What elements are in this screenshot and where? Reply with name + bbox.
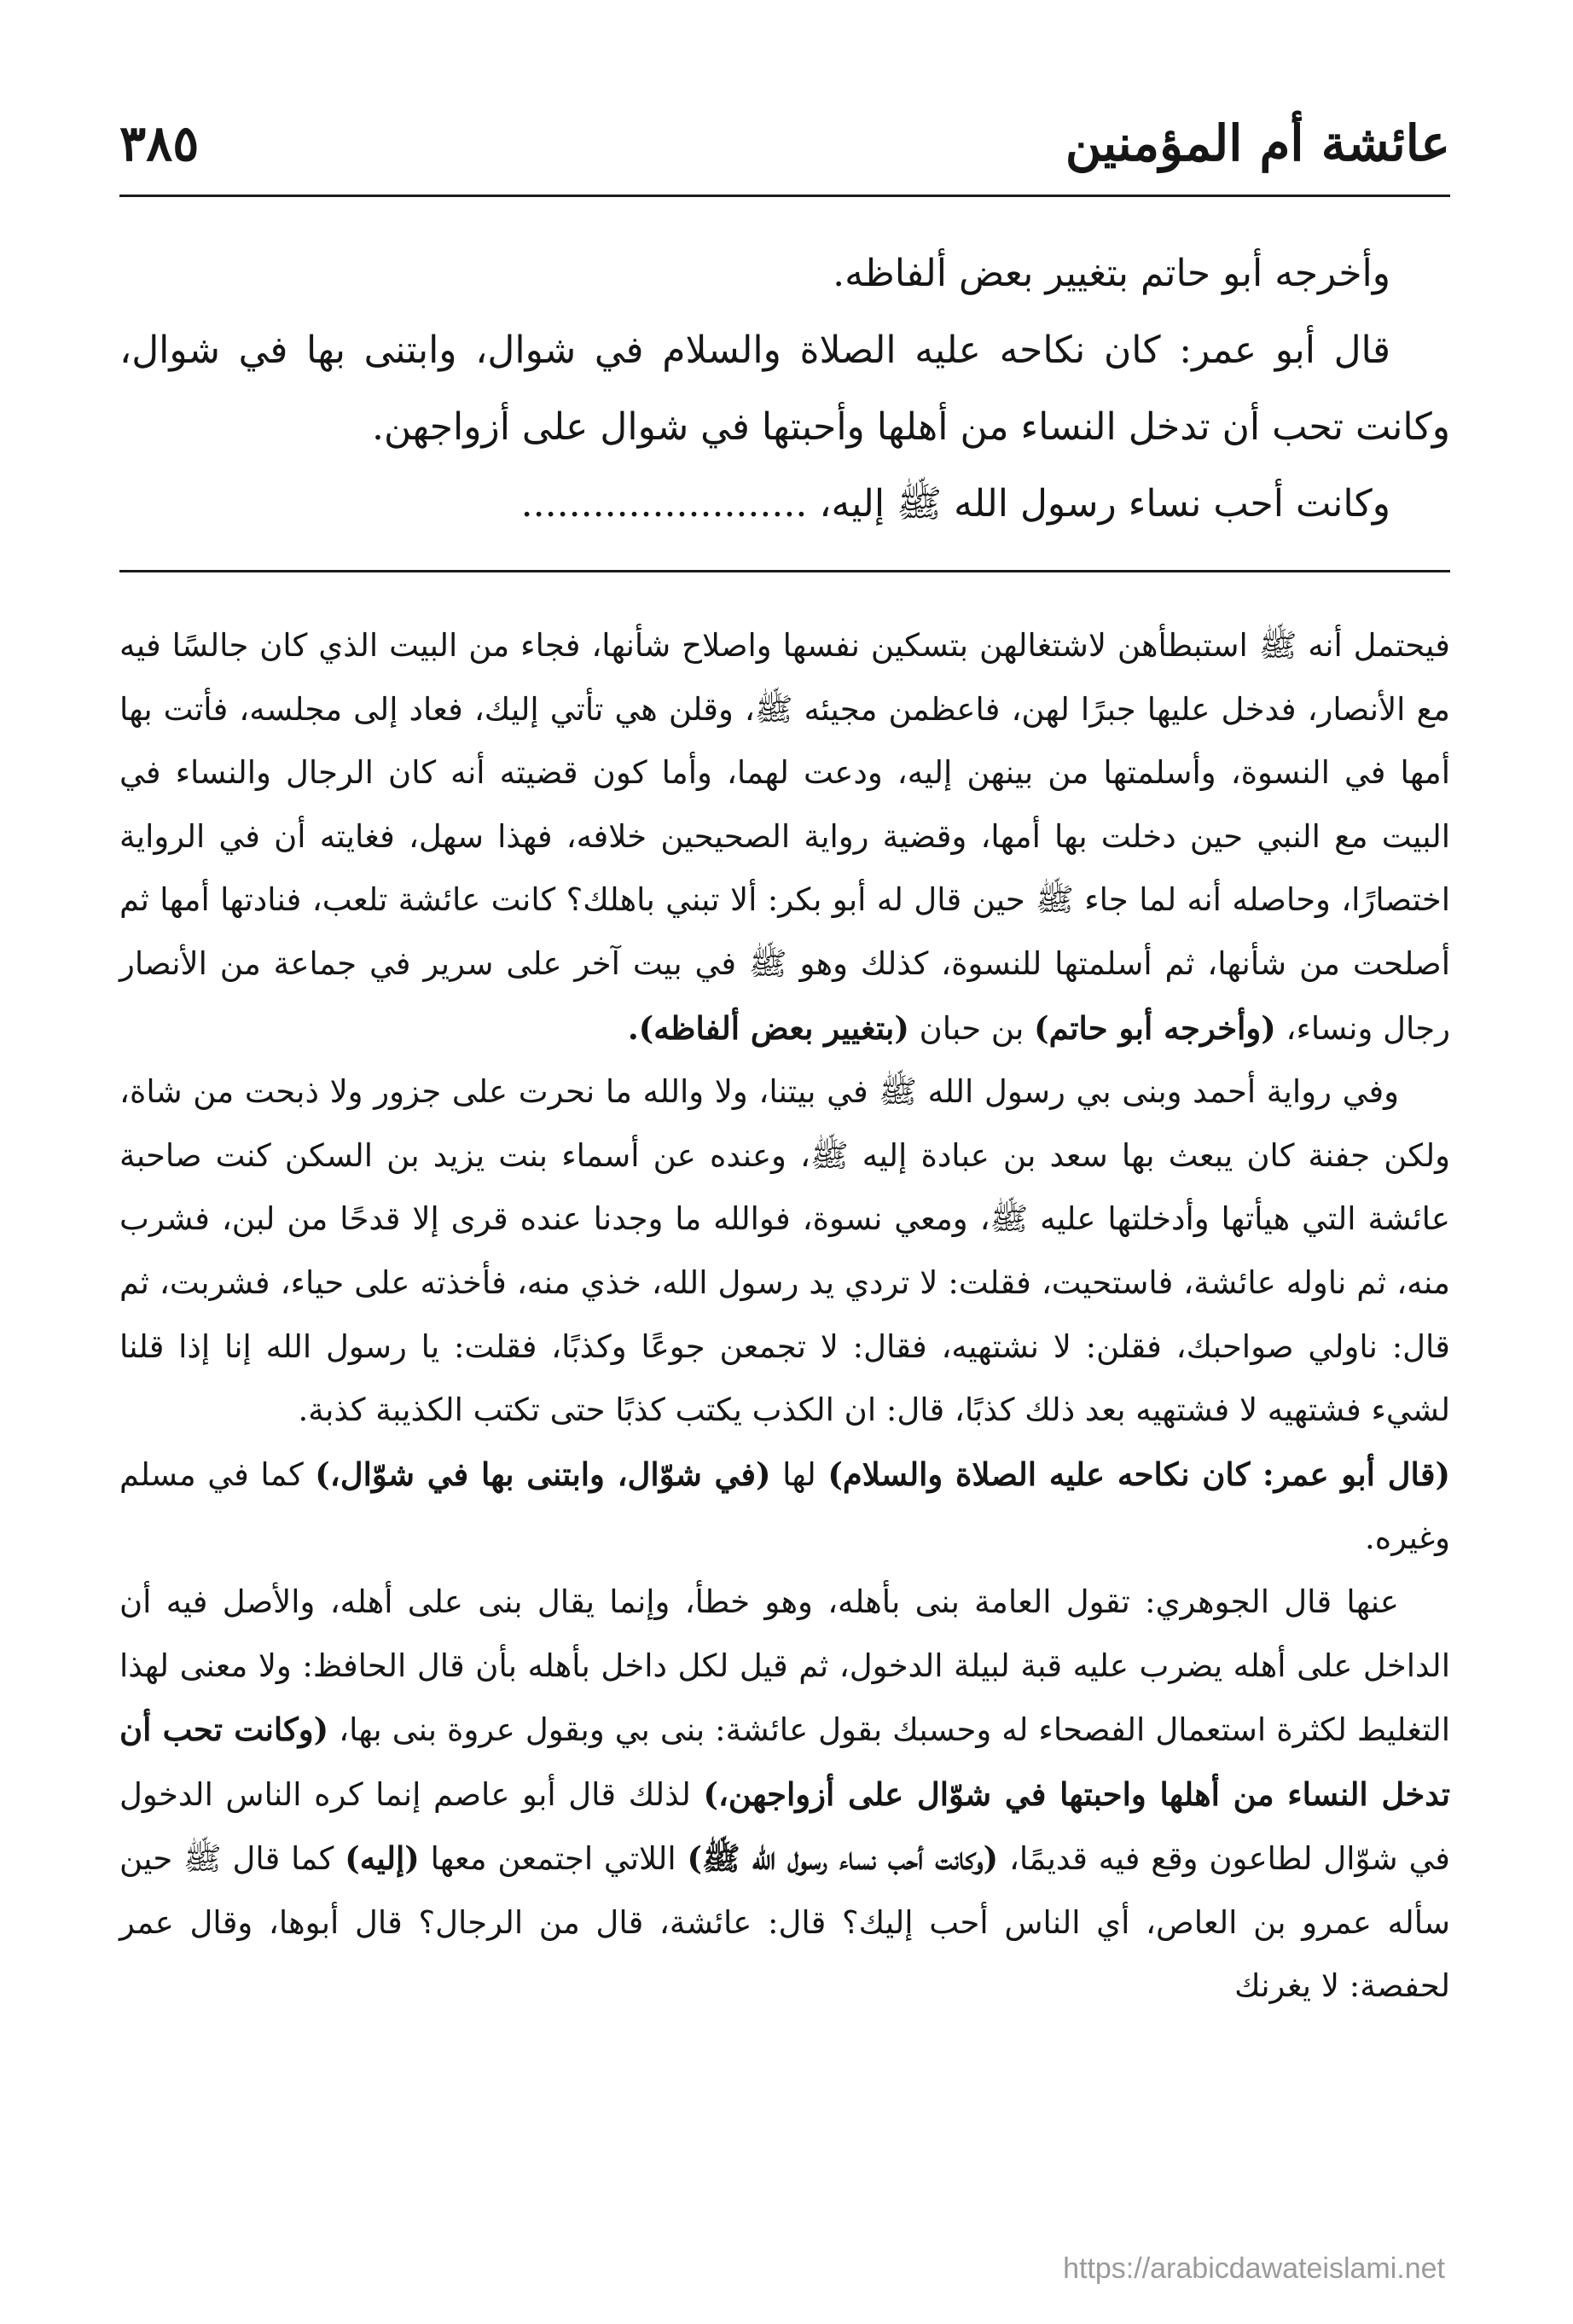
section-divider — [119, 570, 1450, 572]
page-number: ٣٨٥ — [119, 114, 200, 172]
main-paragraph-2: قال أبو عمر: كان نكاحه عليه الصلاة والسلام في شوال، وابتنى بها في شوال، وكانت تحب أن تدخل النساء من أهلها وأحبتها في شوال على أزواجهن. — [119, 328, 1450, 449]
commentary-p4-bold-2: (وكانت أحب نساء رسول الله ﷺ) — [687, 1839, 999, 1878]
main-line-3 — [119, 466, 1450, 543]
commentary-p3-mid-2: كما في مسلم وغيره. — [119, 1455, 1450, 1557]
commentary-p4-text-a: عنها قال الجوهري: تقول العامة بنى بأهله، وهو خطأ، وإنما يقال بنى على أهله، والأصل فيه أن الداخل على أهله يضرب عليه قبة لبيلة الدخول، ثم قيل لكل داخل بأهله بأن قال الحافظ: ولا معنى لهذا التغليط لكثرة استعمال الفصحاء له وحسبك بقول عائشة: بنى بي وبقول عروة بنى بها، — [119, 1583, 1450, 1749]
commentary-p4-text-d: كما قال ﷺ حين سأله عمرو بن العاص، أي الناس أحب إليك؟ قال: عائشة، قال من الرجال؟ قال أبوها، وقال عمر لحفصة: لا يغرنك — [119, 1840, 1450, 2005]
header-divider — [119, 195, 1450, 197]
commentary-p1-bold-2: (بتغيير بعض ألفاظه). — [627, 1008, 909, 1047]
watermark-url: https://arabicdawateislami.net — [1063, 2252, 1445, 2285]
running-title: عائشة أم المؤمنين — [1065, 114, 1450, 172]
page-header — [119, 102, 1450, 184]
commentary-p4-text-c: اللاتي اجتمعن معها — [430, 1840, 676, 1878]
commentary-p3-bold-2: (في شوّال، وابتنى بها في شوّال،) — [315, 1455, 771, 1493]
book-page — [119, 0, 1450, 2324]
continuation-dots: ........................ — [520, 482, 808, 526]
commentary-paragraph-2: وفي رواية أحمد وبنى بي رسول الله ﷺ في بيتنا، ولا والله ما نحرت على جزور ولا ذبحت من شاة، ولكن جفنة كان يبعث بها سعد بن عبادة إليه ﷺ، وعنده عن أسماء بنت يزيد بن السكن كنت صاحبة عائشة التي هيأتها وأدخلتها عليه ﷺ، ومعي نسوة، فوالله ما وجدنا عنده قرى إلا قدحًا من لبن، فشرب منه، ثم ناوله عائشة، فاستحيت، فقلت: لا تردي يد رسول الله، خذي منه، فأخذته على حياء، فشربت، ثم قال: ناولي صواحبك، فقلن: لا نشتهيه، فقال: لا تجمعن جوعًا وكذبًا، فقلت: يا رسول الله إنا إذا قلنا لشيء فشتهيه لا فشتهيه بعد ذلك كذبًا، قال: ان الكذب يكتب كذبًا حتى تكتب الكذيبة كذبة. — [119, 1073, 1450, 1429]
commentary-p3-bold-1: (قال أبو عمر: كان نكاحه عليه الصلاة والسلام) — [827, 1455, 1451, 1493]
commentary-p4-text-b: لذلك قال أبو عاصم إنما كره الناس الدخول في شوّال لطاعون وقع فيه قديمًا، — [119, 1775, 1450, 1878]
commentary-p3-mid-1: لها — [782, 1455, 816, 1493]
commentary-p1-bold-1: (وأخرجه أبو حاتم) — [1034, 1008, 1276, 1047]
main-line-1: وأخرجه أبو حاتم بتغيير بعض ألفاظه. — [833, 252, 1390, 295]
commentary-p4-bold-1: (وكانت تحب أن تدخل النساء من أهلها واحبتها في شوّال على أزواجهن،) — [119, 1711, 1450, 1813]
main-line-3-text: وكانت أحب نساء رسول الله ﷺ إليه، — [819, 482, 1390, 526]
commentary-paragraph-3 — [119, 1443, 1450, 1571]
commentary-p4-bold-3: (إليه) — [345, 1839, 420, 1878]
commentary-paragraph-1 — [119, 614, 1450, 1060]
main-text — [119, 235, 1450, 543]
commentary-text — [119, 614, 1450, 2019]
commentary-p1-mid: بن حبان — [919, 1009, 1024, 1047]
commentary-p1-text: فيحتمل أنه ﷺ استبطأهن لاشتغالهن بتسكين نفسها واصلاح شأنها، فجاء من البيت الذي كان جالسًا فيه مع الأنصار، فدخل عليها جبرًا لهن، فاعظمن مجيئه ﷺ، وقلن هي تأتي إليك، فعاد إلى مجلسه، فأتت بها أمها في النسوة، وأسلمتها من بينهن إليه، ودعت لهما، وأما كون قضيته أنه كان الرجال والنساء في البيت مع النبي حين دخلت بها أمها، وقضية رواية الصحيحين خلافه، فهذا سهل، فغايته أن في الرواية اختصارًا، وحاصله أنه لما جاء ﷺ حين قال له أبو بكر: ألا تبني باهلك؟ كانت عائشة تلعب، فنادتها أمها ثم أصلحت من شأنها، ثم أسلمتها للنسوة، كذلك وهو ﷺ في بيت آخر على سرير في جماعة من الأنصار رجال ونساء، — [119, 627, 1450, 1047]
commentary-paragraph-4 — [119, 1571, 1450, 2019]
